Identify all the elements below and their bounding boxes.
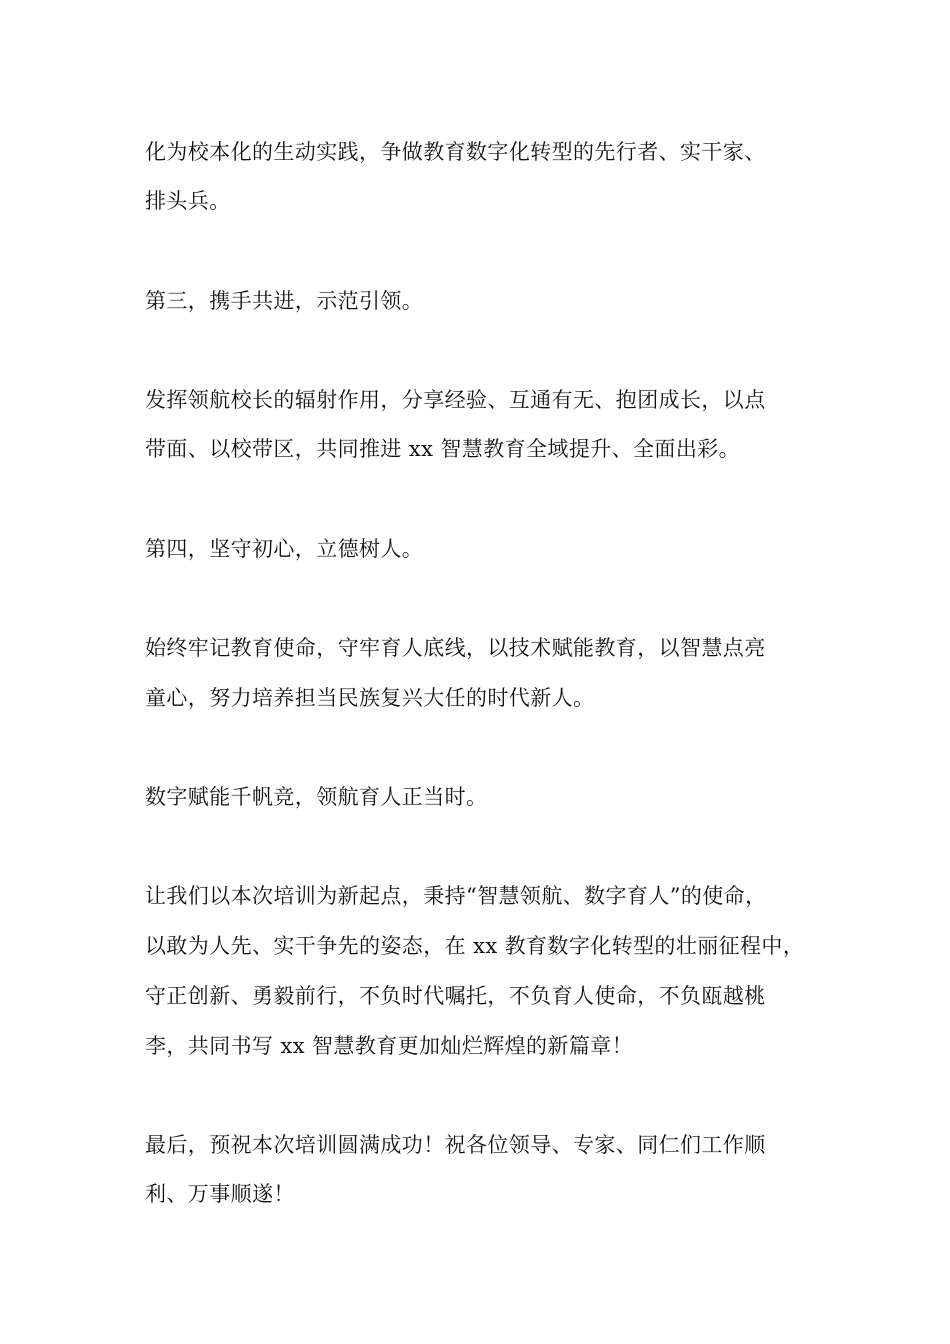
paragraph-2-line-1: 第三，携手共进，示范引领。 — [145, 289, 424, 313]
paragraph-8-line-2: 利、万事顺遂！ — [145, 1182, 295, 1206]
paragraph-3-line-2: 带面、以校带区，共同推进 xx 智慧教育全域提升、全面出彩。 — [145, 437, 741, 461]
paragraph-7-line-3: 守正创新、勇毅前行，不负时代嘱托，不负育人使命，不负瓯越桃 — [145, 984, 766, 1008]
paragraph-5-line-2: 童心，努力培养担当民族复兴大任的时代新人。 — [145, 686, 595, 710]
paragraph-6-line-1: 数字赋能千帆竞，领航育人正当时。 — [145, 785, 488, 809]
paragraph-4-line-1: 第四，坚守初心，立德树人。 — [145, 537, 424, 561]
paragraph-7-line-2: 以敢为人先、实干争先的姿态，在 xx 教育数字化转型的壮丽征程中， — [145, 934, 805, 958]
paragraph-7-line-4: 李，共同书写 xx 智慧教育更加灿烂辉煌的新篇章！ — [145, 1034, 634, 1058]
paragraph-8-line-1: 最后，预祝本次培训圆满成功！祝各位领导、专家、同仁们工作顺 — [145, 1133, 766, 1157]
paragraph-3-line-1: 发挥领航校长的辐射作用，分享经验、互通有无、抱团成长，以点 — [145, 388, 766, 412]
paragraph-5-line-1: 始终牢记教育使命，守牢育人底线，以技术赋能教育，以智慧点亮 — [145, 636, 766, 660]
paragraph-1-line-2: 排头兵。 — [145, 189, 231, 213]
paragraph-7-line-1: 让我们以本次培训为新起点，秉持“智慧领航、数字育人”的使命， — [145, 884, 767, 908]
paragraph-1-line-1: 化为校本化的生动实践，争做教育数字化转型的先行者、实干家、 — [145, 140, 766, 164]
